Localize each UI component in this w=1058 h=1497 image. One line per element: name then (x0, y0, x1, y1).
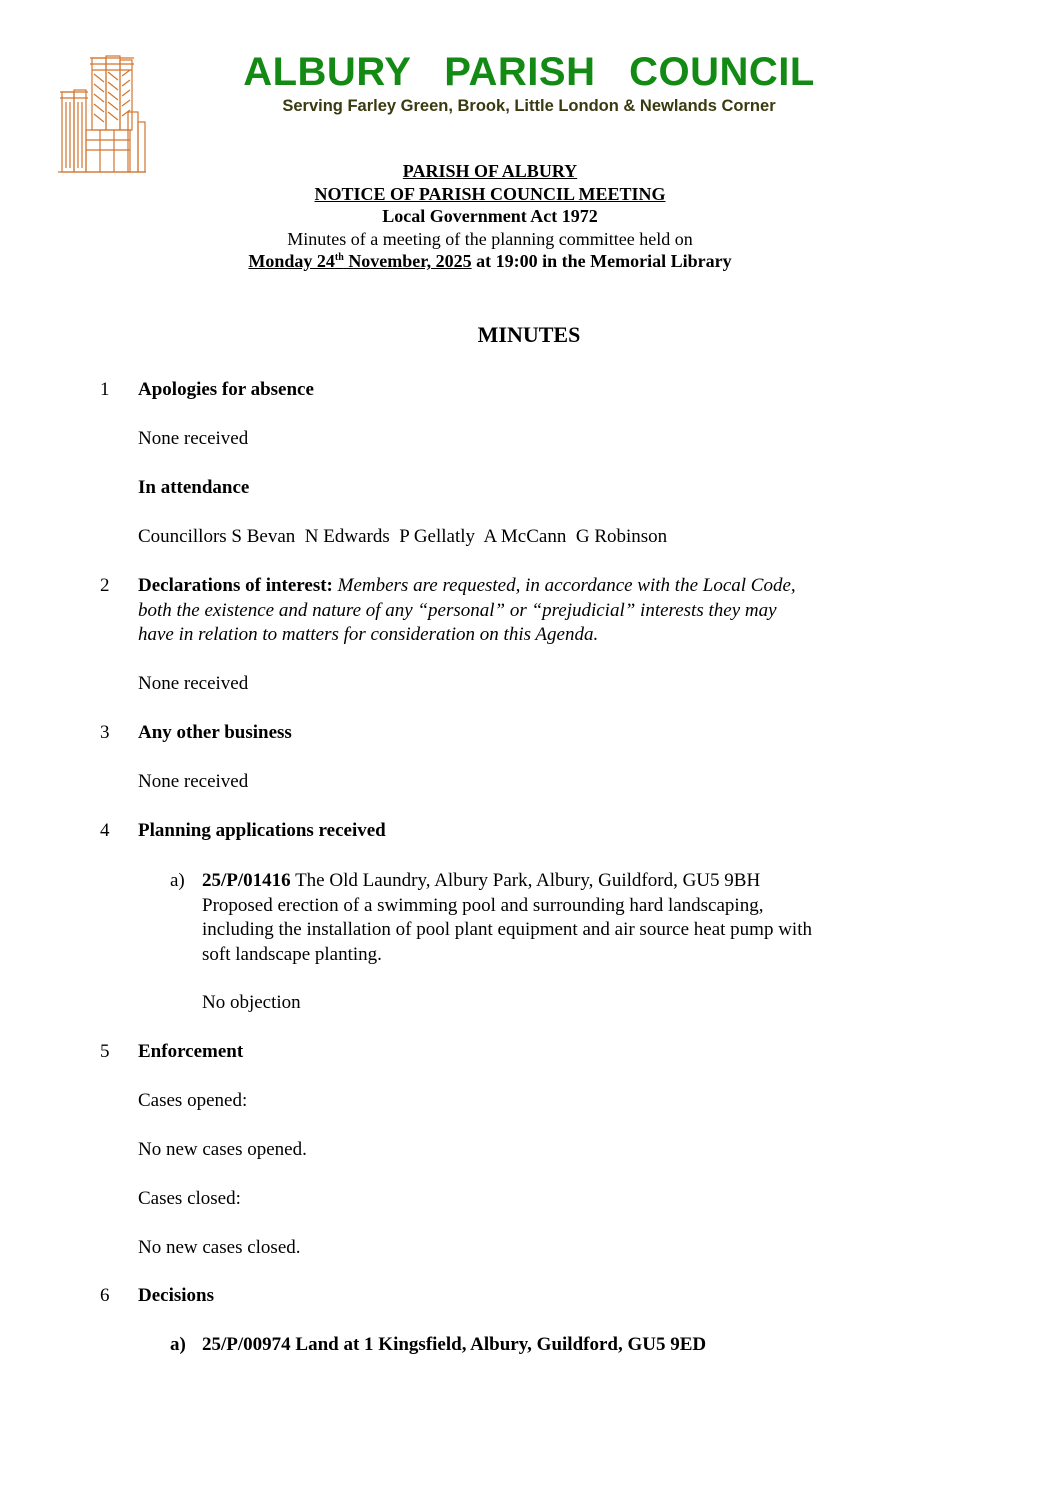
item-number: 5 (100, 1041, 110, 1062)
item-number: 2 (100, 575, 110, 596)
attendance-heading: In attendance (138, 477, 250, 498)
item-body: None received (138, 428, 249, 449)
item-body: None received (138, 771, 249, 792)
decision-label: a) (170, 1334, 186, 1355)
council-title: ALBURY PARISH COUNCIL (243, 50, 815, 94)
application-label: a) (170, 870, 185, 891)
application-address: The Old Laundry, Albury Park, Albury, Guildford, GU5 9BH (290, 870, 761, 891)
item-heading: Decisions (138, 1285, 214, 1306)
item-heading: Declarations of interest: (138, 575, 333, 596)
act-reference: Local Government Act 1972 (382, 206, 598, 226)
item-number: 6 (100, 1285, 110, 1306)
item-number: 3 (100, 722, 110, 743)
minutes-heading: MINUTES (477, 322, 581, 347)
item-heading: Enforcement (138, 1041, 244, 1062)
attendance-list: Councillors S Bevan N Edwards P Gellatly A McCann G Robinson (138, 526, 668, 547)
item-heading: Apologies for absence (138, 379, 314, 400)
application-reference: 25/P/01416 (202, 870, 291, 891)
parish-name: PARISH OF ALBURY (402, 161, 578, 181)
item-body: None received (138, 673, 249, 694)
meeting-notice (0, 160, 980, 273)
meeting-date: Monday 24th November, 2025 at 19:00 in the Memorial Library (248, 251, 732, 271)
council-subtitle: Serving Farley Green, Brook, Little London & Newlands Corner (282, 97, 776, 115)
decision-text: 25/P/00974 Land at 1 Kingsfield, Albury, Guildford, GU5 9ED (202, 1334, 707, 1355)
item-heading: Any other business (138, 722, 292, 743)
meeting-description: Minutes of a meeting of the planning committee held on (287, 228, 693, 249)
item-heading: Planning applications received (138, 820, 386, 841)
item-number: 1 (100, 379, 110, 400)
notice-heading: NOTICE OF PARISH COUNCIL MEETING (314, 183, 666, 204)
item-number: 4 (100, 820, 110, 841)
